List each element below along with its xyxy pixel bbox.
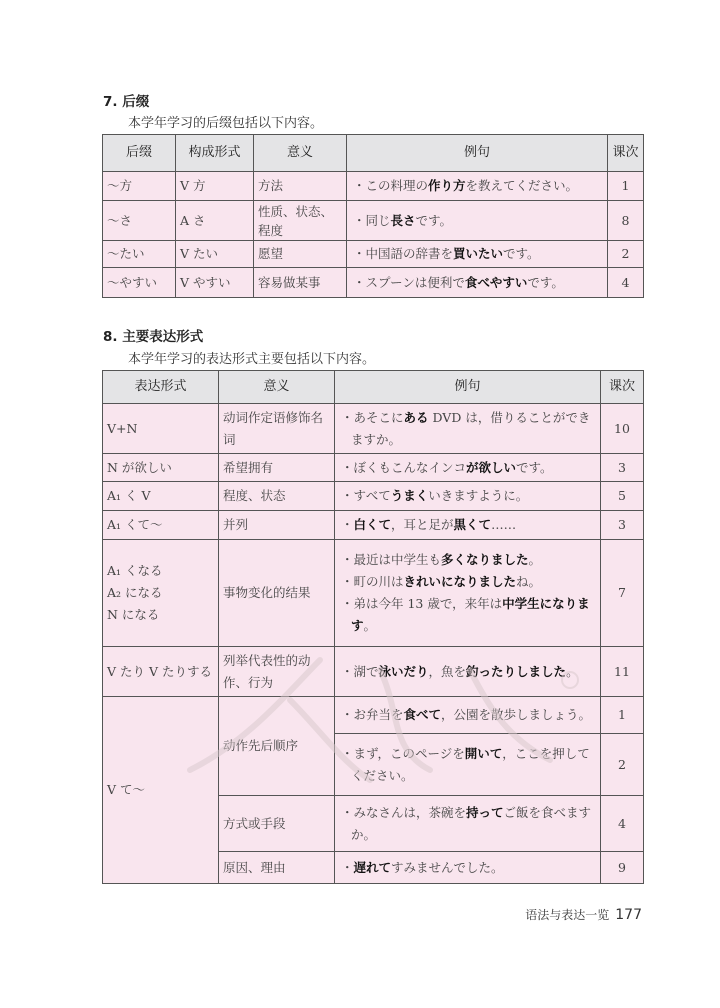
highlighted-expression: 泳いだり: [378, 663, 429, 679]
example-cell: [335, 454, 601, 482]
form-cell: V やすい: [176, 268, 254, 298]
section-7-heading: 7. 后缀: [103, 94, 150, 110]
expression-cell: V たり V たりする: [103, 647, 219, 697]
lesson-cell: 1: [601, 697, 644, 734]
sentence-text: ・同じ: [353, 212, 391, 228]
example-sentence: [341, 571, 596, 593]
example-cell: [335, 540, 601, 647]
expression-line: A₂ になる: [107, 585, 163, 600]
sentence-text: です。: [415, 212, 453, 228]
sentence-text: ・中国語の辞書を: [353, 246, 454, 261]
sentence-text: ，ここを押してください。: [351, 745, 590, 783]
highlighted-expression: 持って: [466, 804, 504, 820]
example-sentence: [341, 549, 596, 571]
meaning-cell: 动作先后顺序: [219, 697, 335, 796]
highlighted-expression: 食べやすい: [464, 274, 528, 290]
sentence-text: ・まず，このページを: [341, 745, 465, 761]
sentence-text: ・みなさんは，茶碗を: [341, 804, 467, 820]
meaning-cell: 并列: [219, 511, 335, 540]
expression-cell: A₁ くて～: [103, 511, 219, 540]
table-row: [103, 697, 644, 734]
example-sentence: [341, 407, 596, 451]
sentence-text: すみませんでした。: [391, 859, 504, 875]
example-cell: [335, 482, 601, 511]
section-7-intro: 本学年学习的后缀包括以下内容。: [128, 116, 324, 131]
meaning-cell: 性质、状态、程度: [254, 201, 347, 241]
table-row: [103, 404, 644, 454]
table-row: [103, 511, 644, 540]
sentence-text: ・すべて: [341, 488, 391, 503]
sentence-text: DVD は，借りることができますか。: [351, 409, 591, 447]
header-expression: 表达形式: [103, 371, 219, 404]
sentence-text: ね。: [516, 574, 542, 589]
sentence-text: ……: [491, 517, 517, 532]
meaning-cell: 容易做某事: [254, 268, 347, 298]
example-cell: [347, 241, 608, 268]
highlighted-expression: 遅れて: [353, 859, 392, 875]
expression-cell: V て～: [103, 697, 219, 884]
table-row: [103, 201, 644, 241]
example-cell: [335, 852, 601, 884]
lesson-cell: 10: [601, 404, 644, 454]
highlighted-expression: うまく: [390, 488, 429, 503]
example-cell: [335, 796, 601, 852]
meaning-cell: 方法: [254, 172, 347, 201]
lesson-cell: 3: [601, 454, 644, 482]
example-sentence: [341, 802, 596, 846]
expression-table: [102, 370, 644, 884]
highlighted-expression: 多くなりました: [441, 552, 529, 567]
sentence-text: ・お弁当を: [341, 707, 404, 722]
table-row: [103, 454, 644, 482]
lesson-cell: 4: [601, 796, 644, 852]
example-cell: [335, 734, 601, 796]
sentence-text: 。: [528, 552, 542, 567]
table-row: [103, 241, 644, 268]
example-sentence: [341, 704, 596, 726]
lesson-cell: 11: [601, 647, 644, 697]
page-number: 177: [615, 907, 642, 923]
meaning-cell: 列举代表性的动作、行为: [219, 647, 335, 697]
table-row: [103, 540, 644, 647]
table-header-row: [103, 371, 644, 404]
meaning-cell: 动词作定语修饰名词: [219, 404, 335, 454]
highlighted-expression: 開いて: [464, 745, 503, 761]
highlighted-expression: 作り方: [428, 178, 466, 193]
sentence-text: ・町の川は: [341, 574, 404, 589]
lesson-cell: 4: [608, 268, 644, 298]
sentence-text: ・スプーンは便利で: [353, 274, 465, 290]
lesson-cell: 1: [608, 172, 644, 201]
example-cell: [335, 511, 601, 540]
lesson-cell: 5: [601, 482, 644, 511]
highlighted-expression: 白くて: [353, 517, 392, 532]
example-sentence: [341, 485, 596, 507]
example-sentence: [341, 857, 596, 879]
example-sentence: [341, 514, 596, 536]
expression-cell: [103, 540, 219, 647]
meaning-cell: 事物变化的结果: [219, 540, 335, 647]
table-row: [103, 172, 644, 201]
sentence-text: ，公園を散歩しましょう。: [441, 707, 592, 722]
meaning-cell: 程度、状态: [219, 482, 335, 511]
highlighted-expression: 買いたい: [453, 246, 504, 261]
example-cell: [335, 697, 601, 734]
sentence-text: ・湖で: [341, 663, 379, 679]
example-cell: [347, 172, 608, 201]
highlighted-expression: 釣ったりしました: [466, 663, 567, 679]
meaning-cell: 希望拥有: [219, 454, 335, 482]
example-sentence: [341, 661, 596, 683]
example-cell: [347, 201, 608, 241]
example-sentence: [341, 457, 596, 479]
lesson-cell: 9: [601, 852, 644, 884]
section-8-intro: 本学年学习的表达形式主要包括以下内容。: [128, 352, 376, 367]
lesson-cell: 7: [601, 540, 644, 647]
suffix-cell: ～さ: [103, 201, 176, 241]
highlighted-expression: 中学生になります: [351, 596, 590, 633]
table-row: [103, 268, 644, 298]
highlighted-expression: きれいになりました: [403, 574, 517, 589]
page-footer: [525, 906, 642, 923]
meaning-cell: 原因、理由: [219, 852, 335, 884]
meaning-cell: 愿望: [254, 241, 347, 268]
table-row: [103, 482, 644, 511]
sentence-text: 。: [566, 663, 579, 679]
lesson-cell: 2: [601, 734, 644, 796]
example-sentence: [341, 743, 596, 787]
meaning-cell: 方式或手段: [219, 796, 335, 852]
sentence-text: ・: [341, 517, 354, 532]
lesson-cell: 3: [601, 511, 644, 540]
sentence-text: を教えてください。: [465, 178, 579, 193]
sentence-text: ，耳と足が: [391, 517, 454, 532]
highlighted-expression: が欲しい: [466, 459, 517, 475]
header-meaning: 意义: [254, 135, 347, 172]
sentence-text: ・この料理の: [353, 178, 429, 193]
sentence-text: ・最近は中学生も: [341, 552, 442, 567]
sentence-text: ・ぼくもこんなインコ: [341, 459, 467, 475]
suffix-cell: ～たい: [103, 241, 176, 268]
header-example: 例句: [347, 135, 608, 172]
header-lesson: 课次: [608, 135, 644, 172]
header-meaning: 意义: [219, 371, 335, 404]
suffix-cell: ～方: [103, 172, 176, 201]
sentence-text: です。: [527, 274, 564, 290]
form-cell: V たい: [176, 241, 254, 268]
sentence-text: ご飯を食べますか。: [351, 804, 592, 842]
lesson-cell: 2: [608, 241, 644, 268]
form-cell: V 方: [176, 172, 254, 201]
expression-line: A₁ くなる: [107, 563, 163, 578]
expression-cell: N が欲しい: [103, 454, 219, 482]
example-cell: [335, 647, 601, 697]
section-8-heading: 8. 主要表达形式: [103, 329, 204, 345]
sentence-text: ・: [341, 859, 354, 875]
table-header-row: [103, 135, 644, 172]
sentence-text: ・弟は今年 13 歳で，来年は: [341, 596, 503, 611]
sentence-text: です。: [503, 246, 540, 261]
highlighted-expression: ある: [403, 409, 429, 425]
table-row: [103, 647, 644, 697]
sentence-text: いきますように。: [428, 488, 529, 503]
suffix-table: [102, 134, 644, 298]
footer-section-title: 语法与表达一览: [525, 908, 610, 922]
highlighted-expression: 黒くて: [453, 517, 492, 532]
example-sentence: [341, 593, 596, 637]
lesson-cell: 8: [608, 201, 644, 241]
header-form: 构成形式: [176, 135, 254, 172]
expression-cell: A₁ く V: [103, 482, 219, 511]
highlighted-expression: 食べて: [403, 707, 442, 722]
suffix-cell: ～やすい: [103, 268, 176, 298]
example-cell: [347, 268, 608, 298]
sentence-text: ・あそこに: [341, 409, 404, 425]
header-lesson: 课次: [601, 371, 644, 404]
sentence-text: 。: [363, 618, 377, 633]
sentence-text: ，魚を: [428, 663, 467, 679]
expression-line: N になる: [107, 607, 160, 622]
example-cell: [335, 404, 601, 454]
form-cell: A さ: [176, 201, 254, 241]
expression-cell: V+N: [103, 404, 219, 454]
sentence-text: です。: [516, 459, 553, 475]
header-suffix: 后缀: [103, 135, 176, 172]
highlighted-expression: 長さ: [390, 212, 416, 228]
header-example: 例句: [335, 371, 601, 404]
